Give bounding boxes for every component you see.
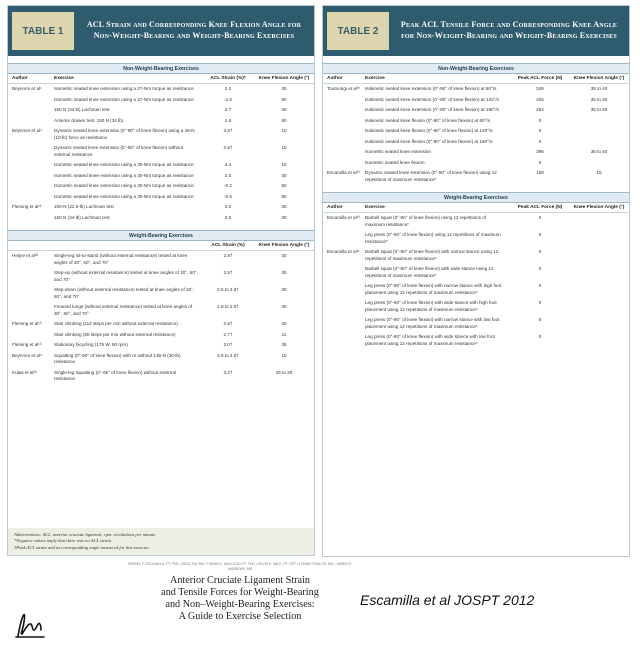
table-cell: Barbell squat (0°-90° of knee flexion) using 12 repetitions of maximum resistance*	[365, 215, 487, 227]
table-cell: 0	[538, 117, 542, 123]
table-row	[8, 143, 314, 160]
table-cell	[569, 215, 629, 228]
column-header: ACL Strain (%)	[211, 243, 245, 248]
table-cell	[569, 283, 629, 296]
table-cell: Fleming et al¹³	[12, 321, 42, 326]
article-title-line: and Tensile Forces for Weight-Bearing	[161, 587, 319, 598]
table-cell: 0	[538, 138, 542, 144]
table-row	[323, 332, 629, 349]
table-cell	[8, 162, 54, 169]
table-row	[8, 95, 314, 106]
article-title	[120, 575, 360, 623]
table-cell: 2.0†	[223, 342, 233, 347]
table-cell: 2.8†	[223, 253, 233, 258]
table-row	[323, 95, 629, 106]
article-title-line: Anterior Cruciate Ligament Strain	[169, 575, 311, 586]
section-heading: Non-Weight-Bearing Exercises	[8, 63, 314, 74]
table-1-body	[8, 56, 314, 385]
table-cell: Barbell squat (0°-90° of knee flexion) with wide stance using 12 repetitions of maximum resistance*	[365, 266, 494, 278]
table-cell	[569, 300, 629, 313]
table-2	[322, 5, 630, 557]
table-cell	[8, 118, 54, 125]
table-cell: 254	[536, 107, 544, 112]
table-cell: -2.5	[224, 96, 232, 102]
column-header: Peak ACL Force (N)	[517, 205, 563, 210]
section-heading: Weight-Bearing Exercises	[8, 230, 314, 241]
table-row	[323, 264, 629, 281]
article-title-line: and Non–Weight-Bearing Exercises:	[165, 599, 315, 610]
table-cell: Escamilla et al¹⁰	[327, 170, 360, 175]
table-row	[8, 268, 314, 285]
table-cell: 35 to 40	[590, 86, 608, 91]
table-row	[323, 213, 629, 230]
table-cell	[569, 266, 629, 279]
table-cell: Isometric seated knee flexion	[365, 159, 425, 165]
signature-logo-icon	[14, 604, 48, 640]
table-cell: Isokinetic seated knee flexion (0°-90° of knee flexion) at 180°/s	[365, 138, 493, 144]
column-header-row	[323, 74, 629, 84]
table-cell: 4.4	[224, 162, 232, 167]
table-cell: Isokinetic seated knee extension (0°-90° of knee flexion) at 120°/s	[365, 96, 499, 102]
table-cell: Isometric seated knee extension using a 30-Nm torque as resistance	[54, 183, 194, 188]
table-row	[8, 251, 314, 268]
table-cell: Isometric seated knee extension	[365, 149, 431, 154]
table-cell: 10	[281, 145, 287, 150]
table-cell: Stair climbing (112 steps per min without external resistance)	[54, 321, 178, 326]
table-cell: 15	[281, 162, 287, 167]
column-header: Knee Flexion Angle (°)	[258, 243, 310, 248]
table-cell: 20	[281, 321, 287, 326]
table-cell	[8, 270, 54, 283]
table-cell: Kulas et al²⁵	[12, 369, 37, 375]
table-cell: 349	[536, 86, 544, 91]
table-row	[323, 281, 629, 298]
column-header: Exercise	[365, 205, 385, 210]
table-cell: Isokinetic seated knee flexion (0°-90° of knee flexion) at 60°/s	[365, 117, 491, 123]
table-cell: 3.2†	[223, 369, 233, 375]
column-header: Author	[327, 76, 343, 81]
table-cell: 0	[538, 232, 542, 237]
table-cell	[8, 332, 54, 339]
table-cell: 30	[281, 107, 287, 112]
table-cell	[323, 118, 365, 125]
table-cell: 10	[281, 352, 287, 358]
table-cell	[569, 139, 629, 146]
table-2-header	[323, 6, 629, 56]
table-2-title: Peak ACL Tensile Force and Corresponding Knee Angle for Non-Weight-Bearing and Weight-Bearing Exercises	[400, 20, 618, 40]
footnote-line: Abbreviations: ACL, anterior cruciate ligament; rpm, revolutions per minute.	[14, 531, 157, 537]
table-cell: Dynamic seated knee extension (0°-90° of knee flexion) without external resistance	[54, 145, 184, 157]
table-cell: 3.2	[224, 86, 232, 91]
table-cell: 30	[281, 253, 287, 258]
table-cell	[8, 215, 54, 222]
table-cell: Stationary bicycling (175 W, 60 rpm)	[54, 342, 128, 347]
table-cell: 0	[538, 334, 542, 339]
table-cell: Isometric seated knee extension using a 27-Nm torque as resistance	[54, 86, 194, 91]
table-cell: 0	[538, 159, 542, 165]
table-cell: 30	[281, 204, 287, 209]
table-cell: Single-leg sit-to-stand (without external resistance) tested at knee angles of 30°, 50°, and 70°	[54, 253, 188, 265]
article-cover	[120, 558, 360, 645]
table-cell: Isokinetic seated knee extension (0°-90° of knee flexion) at 60°/s	[365, 86, 497, 91]
table-cell: 0	[538, 317, 542, 322]
table-cell: 35 to 40	[590, 107, 608, 112]
column-header-row	[8, 241, 314, 251]
table-cell: Beynnon et al⁵	[12, 352, 42, 358]
table-row	[8, 105, 314, 116]
section-spacer	[8, 223, 314, 230]
table-row	[323, 147, 629, 158]
table-cell	[8, 304, 54, 317]
table-cell	[323, 107, 365, 114]
table-cell	[323, 266, 365, 279]
column-header: ACL Strain (%)*	[210, 76, 246, 81]
table-cell	[8, 287, 54, 300]
article-banner	[0, 558, 640, 645]
table-cell: Barbell squat (0°-90° of knee flexion) with narrow stance using 12 repetitions of maximum resistance*	[365, 249, 499, 261]
table-cell: -0.5	[224, 193, 232, 199]
article-title-line: A Guide to Exercise Selection	[178, 611, 302, 622]
table-cell: 35 to 40	[590, 96, 608, 102]
table-cell: Leg press (0°-90° of knee flexion) with narrow stance with high foot placement using 12 repetitions of maximum resistance*	[365, 283, 502, 295]
table-cell	[8, 173, 54, 180]
table-cell: 0	[538, 266, 542, 271]
table-cell: 396	[536, 149, 544, 154]
table-cell: 2.7†	[223, 331, 233, 337]
table-cell: Isometric seated knee extension using a 30-Nm torque as resistance	[54, 193, 194, 199]
section-spacer	[323, 185, 629, 192]
table-row	[323, 298, 629, 315]
table-cell: 35 to 40	[590, 149, 608, 154]
table-1-title: ACL Strain and Corresponding Knee Flexion Angle for Non-Weight-Bearing and Weight-Bearing Exercises	[86, 20, 302, 40]
table-cell: 60	[281, 183, 287, 188]
table-cell: Leg press (0°-90° of knee flexion) with narrow stance with low foot placement using 12 repetitions of maximum resistance*	[365, 317, 500, 329]
table-row	[323, 168, 629, 185]
table-cell: 150 N (34 lb) Lachman test	[54, 107, 110, 112]
table-cell: Leg press (0°-90° of knee flexion) using 12 repetitions of maximum resistance*	[365, 232, 501, 244]
table-cell	[569, 128, 629, 135]
table-cell: 158	[536, 170, 544, 175]
table-cell: 3.5	[224, 214, 232, 220]
table-row	[8, 116, 314, 127]
table-row	[8, 340, 314, 351]
table-cell: 90	[281, 193, 287, 199]
table-cell: 1.8	[224, 117, 232, 123]
table-cell: 15 to 25	[275, 369, 293, 375]
table-cell	[569, 334, 629, 347]
table-cell	[8, 107, 54, 114]
table-row	[8, 285, 314, 302]
table-row	[8, 171, 314, 182]
table-cell	[323, 334, 365, 347]
table-cell: 100-N (22.5-lb) Lachman test	[54, 204, 114, 209]
table-row	[8, 202, 314, 213]
table-cell: 0	[538, 249, 542, 254]
table-cell	[323, 128, 365, 135]
table-2-label: TABLE 2	[327, 12, 389, 50]
table-cell: 325	[536, 96, 544, 102]
table-cell: 0	[538, 128, 542, 133]
table-1-header	[8, 6, 314, 56]
column-header: Peak ACL Force (N)	[517, 76, 563, 81]
table-cell: Fleming et al¹³	[12, 342, 42, 347]
table-1-footnotes	[8, 528, 314, 556]
table-row	[323, 315, 629, 332]
table-cell: 30	[281, 172, 287, 178]
column-header: Knee Flexion Angle (°)	[258, 76, 310, 81]
table-cell	[323, 232, 365, 245]
column-header: Knee Flexion Angle (°)	[573, 76, 625, 81]
table-row	[323, 126, 629, 137]
table-cell: Fleming et al¹²	[12, 204, 42, 209]
table-cell: 30	[281, 270, 287, 275]
table-cell: 2.5 to 2.6†	[217, 287, 239, 292]
section-heading: Non-Weight-Bearing Exercises	[323, 63, 629, 74]
table-cell	[569, 232, 629, 245]
table-cell	[8, 183, 54, 190]
table-cell: 38	[281, 342, 287, 347]
footnote-line: *Negative values imply that there was no ACL strain.	[14, 538, 113, 543]
table-row	[323, 137, 629, 148]
table-cell: 90	[281, 117, 287, 123]
table-cell: Step-down (without external resistance) tested at knee angles of 30°, 50°, and 70°	[54, 287, 195, 299]
table-cell	[323, 97, 365, 104]
table-cell: Isometric seated knee extension using a 30-Nm torque as resistance	[54, 172, 194, 178]
table-cell: 2.5†	[223, 270, 233, 275]
table-cell: Escamilla et al¹⁰	[327, 215, 360, 220]
table-2-body	[323, 56, 629, 349]
column-header: Knee Flexion Angle (°)	[573, 205, 625, 210]
table-cell	[8, 194, 54, 201]
table-cell: 30	[281, 287, 287, 292]
table-1-label: TABLE 1	[12, 12, 74, 50]
table-cell: 30	[281, 214, 287, 220]
section-spacer	[323, 56, 629, 63]
table-cell: Isokinetic seated knee extension (0°-90° of knee flexion) at 180°/s	[365, 107, 499, 112]
table-cell: 90	[281, 96, 287, 102]
table-cell	[569, 317, 629, 330]
table-cell	[323, 300, 365, 313]
table-cell	[569, 118, 629, 125]
table-row	[323, 116, 629, 127]
column-header: Exercise	[365, 76, 385, 81]
table-cell: 3.7	[224, 107, 232, 112]
table-cell: Heijne et al²²	[12, 253, 39, 258]
table-row	[323, 84, 629, 95]
table-cell	[323, 139, 365, 146]
table-row	[8, 302, 314, 319]
table-cell: Forward lunge (without external resistance) tested at knee angles of 30°, 50°, and 70°	[54, 304, 193, 316]
column-header: Author	[327, 205, 343, 210]
table-cell: 30	[281, 86, 287, 91]
table-cell: 30	[281, 304, 287, 309]
table-cell: Step-up (without external resistance) tested at knee angles of 30°, 50°, and 70°	[54, 270, 198, 282]
citation-text: Escamilla et al JOSPT 2012	[360, 592, 535, 608]
table-cell: 11	[281, 331, 287, 337]
table-row	[8, 160, 314, 171]
table-row	[8, 192, 314, 203]
table-cell	[323, 317, 365, 330]
table-cell: Isokinetic seated knee flexion (0°-90° of knee flexion) at 120°/s	[365, 128, 493, 133]
table-cell: 2.8†	[223, 321, 233, 326]
table-cell: Dynamic seated knee extension (0°-90° of knee flexion) using 12 repetitions of maximum resistance*	[365, 170, 497, 182]
table-row	[8, 181, 314, 192]
table-cell: Squatting (0°-90° of knee flexion) with or without 136-N (30-lb) resistance	[54, 352, 181, 364]
table-row	[323, 158, 629, 169]
table-1	[7, 5, 315, 556]
table-cell: 10	[281, 128, 287, 133]
column-header: Exercise	[54, 76, 74, 81]
table-cell: Beynnon et al¹	[12, 86, 42, 91]
table-cell: Isometric seated knee extension using a 30-Nm torque as resistance	[54, 162, 194, 167]
table-cell: 2.0	[224, 172, 232, 178]
table-row	[8, 126, 314, 143]
table-cell: Anterior drawer test, 150 N (34 lb)	[54, 117, 124, 123]
table-cell: Dynamic seated knee extension (0°-90° of knee flexion) using a 45-N (10-lb) force as resistance	[54, 128, 195, 140]
table-cell: Isometric seated knee extension using a 27-Nm torque as resistance	[54, 96, 194, 102]
table-cell: -0.2	[224, 183, 232, 188]
table-cell	[569, 160, 629, 167]
table-cell: 3.0	[224, 204, 232, 209]
table-cell: 0	[538, 300, 542, 305]
table-cell: 0	[538, 215, 542, 220]
table-cell: Leg press (0°-90° of knee flexion) with wide stance with high foot placement using 12 repetitions of maximum resistance*	[365, 300, 497, 312]
table-row	[323, 230, 629, 247]
table-cell: 3.8†	[223, 128, 233, 133]
table-cell: Escamilla et al¹¹	[327, 249, 360, 254]
table-cell: 15	[596, 170, 602, 175]
section-spacer	[8, 56, 314, 63]
table-cell: 3.6 to 4.0†	[217, 352, 239, 358]
table-cell	[323, 283, 365, 296]
table-row	[8, 330, 314, 341]
table-cell: 0	[538, 283, 542, 288]
table-cell	[323, 160, 365, 167]
table-cell	[8, 97, 54, 104]
table-cell	[8, 145, 54, 158]
table-row	[8, 368, 314, 385]
table-cell: Toutoungi et al³⁷	[327, 86, 361, 91]
table-row	[8, 84, 314, 95]
table-row	[323, 105, 629, 116]
table-cell: 2.8†	[223, 145, 233, 150]
table-cell: Beynnon et al⁴	[12, 128, 43, 133]
table-cell: 1.8 to 2.0†	[217, 304, 239, 309]
column-header: Author	[12, 76, 28, 81]
table-row	[8, 351, 314, 368]
footnote-line: †Peak ACL strain and its corresponding angle measured for this exercise.	[14, 544, 150, 550]
table-cell	[569, 249, 629, 262]
column-header-row	[323, 203, 629, 213]
table-row	[8, 213, 314, 224]
table-cell: Leg press (0°-90° of knee flexion) with wide stance with low foot placement using 12 repetitions of maximum resistance*	[365, 334, 495, 346]
table-cell: Single-leg squatting (0°-65° of knee flexion) without external resistance	[54, 369, 176, 381]
article-authors: RAFAEL F. ESCAMILLA, PT, PhD, CSCS, FACSM • TORAN D. MACLEOD, PT, PhD • KEVIN E. WILK, PT, DPT • LONNIE PAULOS, MD • JAMES R. ANDREWS, MD	[128, 562, 352, 571]
section-heading: Weight-Bearing Exercises	[323, 192, 629, 203]
table-cell	[323, 149, 365, 156]
column-header-row	[8, 74, 314, 84]
table-cell: 150 N (34-lb) Lachman test	[54, 214, 110, 220]
table-row	[323, 247, 629, 264]
table-row	[8, 319, 314, 330]
table-cell: Stair climbing (80 steps per min without external resistance)	[54, 331, 176, 337]
